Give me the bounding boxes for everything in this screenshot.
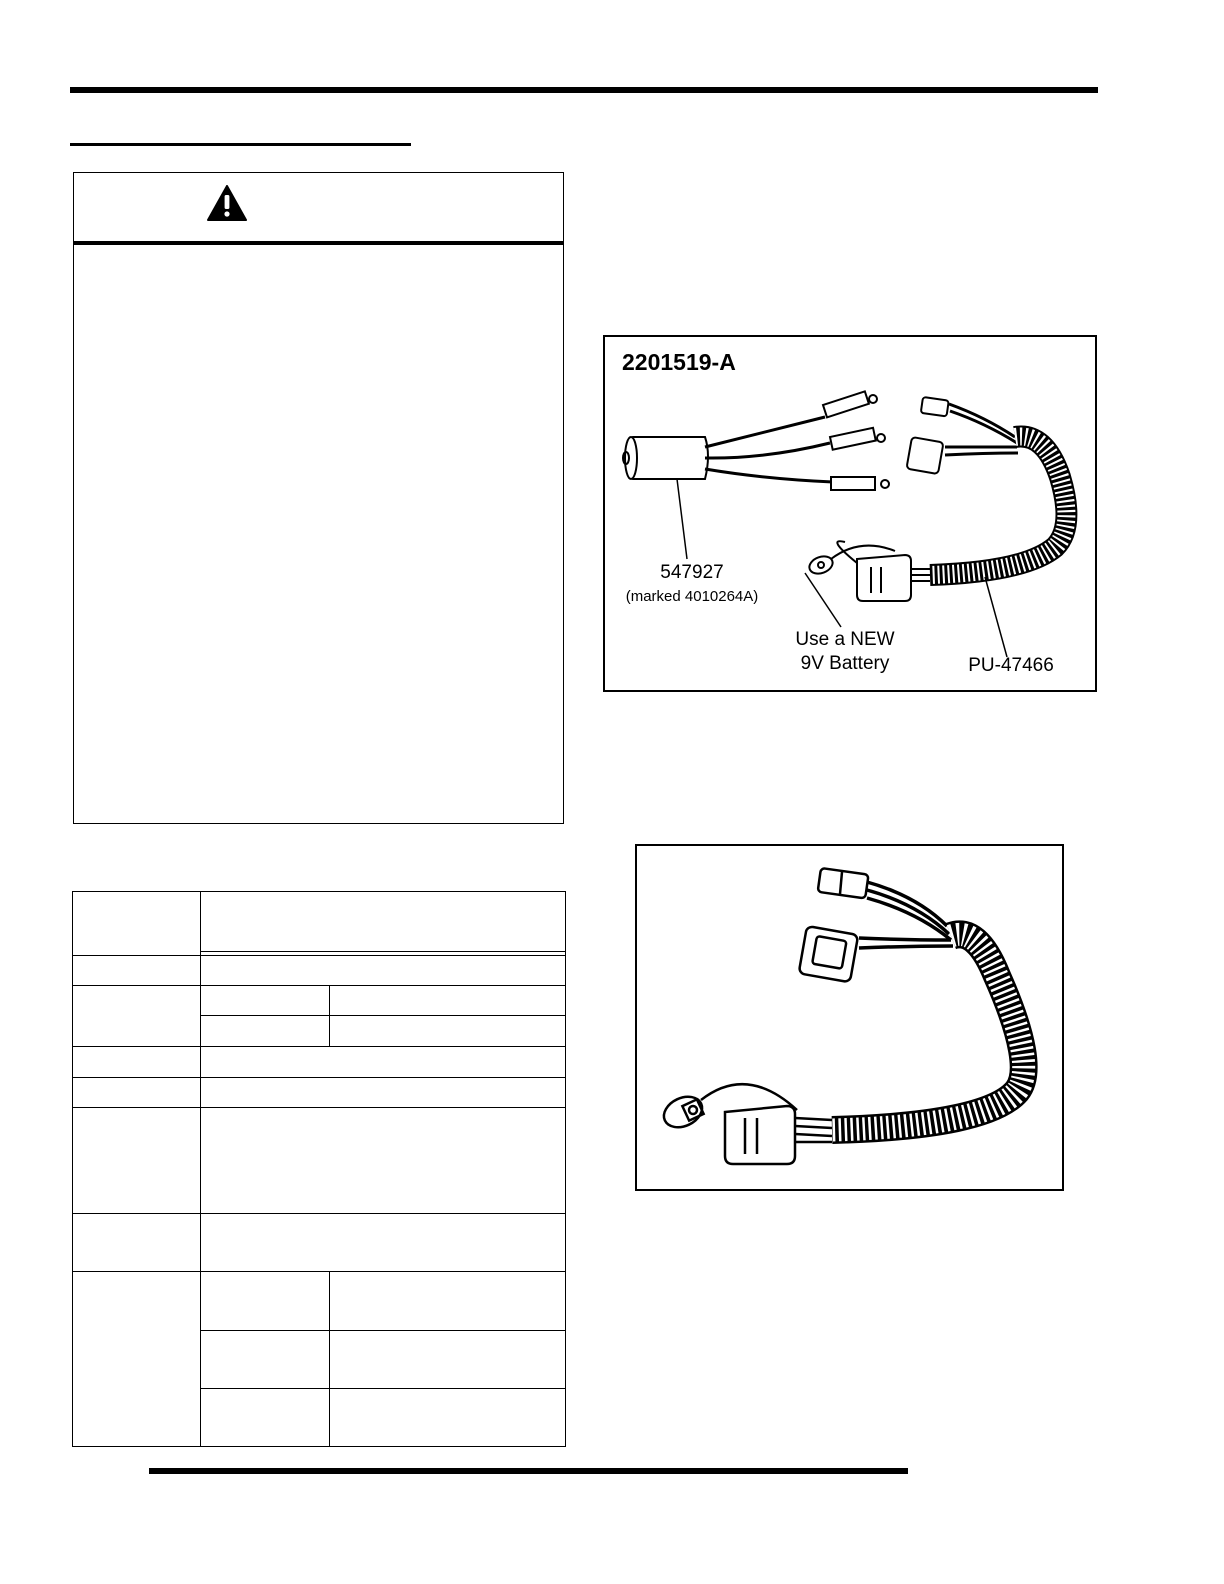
table-row-divider (73, 955, 566, 956)
section-heading-rule (70, 143, 411, 146)
table-row-divider (73, 1046, 566, 1047)
warning-header (74, 173, 563, 245)
table-row-divider (200, 951, 566, 952)
table-row-divider (73, 985, 566, 986)
table-row-divider (200, 1330, 566, 1331)
header-rule (70, 87, 1098, 93)
table-col-divider (200, 892, 201, 1447)
warning-triangle-icon (207, 185, 247, 221)
capacitor-drawing (623, 391, 889, 490)
table-row-divider (200, 1388, 566, 1389)
table-row-divider (73, 1077, 566, 1078)
figure-harness-detail (635, 844, 1064, 1191)
callout-battery-line2: 9V Battery (800, 653, 890, 674)
callout-capacitor-part: 547927 (660, 562, 724, 583)
footer-rule (149, 1468, 908, 1474)
callout-capacitor-note: (marked 4010264A) (625, 588, 759, 605)
table-col-divider (329, 985, 330, 1046)
figure-test-harness (603, 335, 1097, 692)
table-row-divider (73, 1213, 566, 1214)
callout-harness-part: PU-47466 (968, 655, 1054, 676)
warning-box (73, 172, 564, 824)
table-col-divider (329, 1271, 330, 1447)
table-row-divider (73, 1271, 566, 1272)
harness-detail-illustration (637, 846, 1062, 1189)
spec-table (72, 891, 566, 1447)
table-row-divider (73, 1107, 566, 1108)
table-row-divider (200, 1015, 566, 1016)
callout-battery-line1: Use a NEW (795, 629, 895, 650)
figure-id-label: 2201519-A (622, 349, 736, 375)
